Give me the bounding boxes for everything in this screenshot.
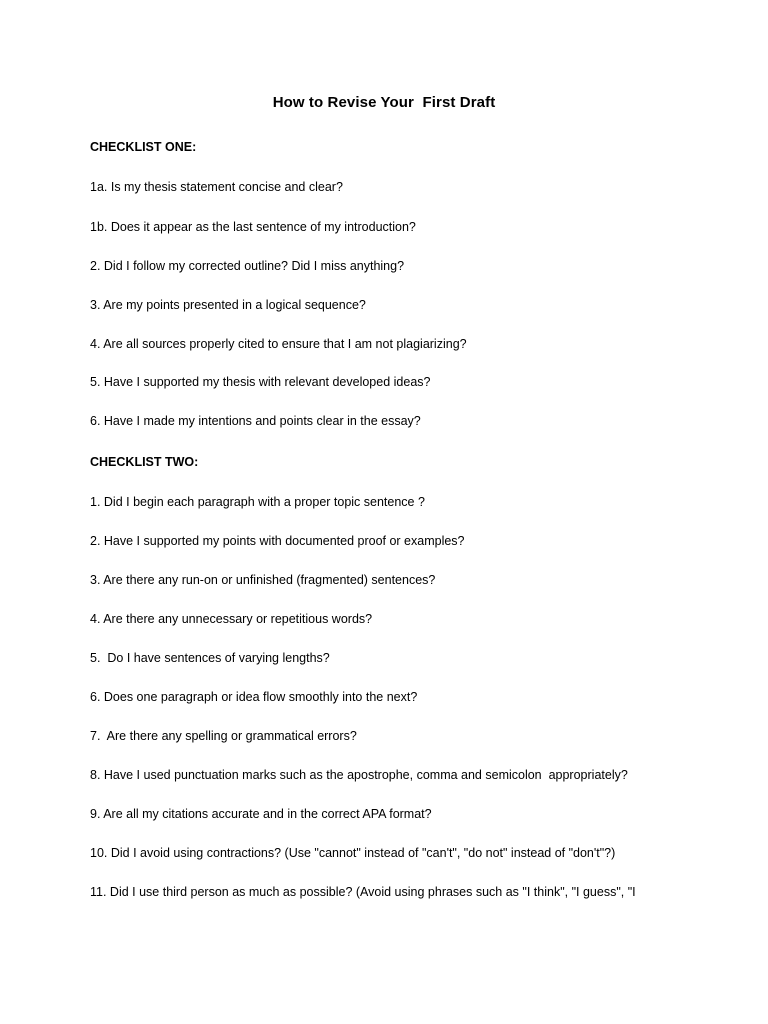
document-title: How to Revise Your First Draft <box>272 94 496 111</box>
checklist-one-heading: CHECKLIST ONE: <box>90 140 197 154</box>
checklist-two-heading: CHECKLIST TWO: <box>90 455 199 469</box>
checklist-two-item-3: 3. Are there any run-on or unfinished (fragmented) sentences? <box>90 573 436 587</box>
checklist-one-item-4: 4. Are all sources properly cited to ensure that I am not plagiarizing? <box>90 337 467 351</box>
checklist-two-item-9: 9. Are all my citations accurate and in the correct APA format? <box>90 807 432 821</box>
checklist-one-item-2: 2. Did I follow my corrected outline? Did I miss anything? <box>90 259 405 273</box>
checklist-two-item-2: 2. Have I supported my points with documented proof or examples? <box>90 534 465 548</box>
checklist-one-item-1b: 1b. Does it appear as the last sentence of my introduction? <box>90 220 416 234</box>
checklist-two-item-8: 8. Have I used punctuation marks such as the apostrophe, comma and semicolon appropriately? <box>90 768 628 782</box>
checklist-two-item-10: 10. Did I avoid using contractions? (Use "cannot" instead of "can't", "do not" instead of "don't"?) <box>90 846 616 860</box>
checklist-one-item-3: 3. Are my points presented in a logical sequence? <box>90 298 366 312</box>
checklist-one-item-1a: 1a. Is my thesis statement concise and clear? <box>90 180 343 194</box>
checklist-one-item-6: 6. Have I made my intentions and points clear in the essay? <box>90 414 421 428</box>
checklist-two-item-11: 11. Did I use third person as much as possible? (Avoid using phrases such as "I think", "I guess", "I <box>90 885 636 899</box>
checklist-one-item-5: 5. Have I supported my thesis with relevant developed ideas? <box>90 375 431 389</box>
checklist-two-item-5: 5. Do I have sentences of varying lengths? <box>90 651 330 665</box>
checklist-two-item-6: 6. Does one paragraph or idea flow smoothly into the next? <box>90 690 418 704</box>
checklist-two-item-7: 7. Are there any spelling or grammatical errors? <box>90 729 357 743</box>
checklist-two-item-1: 1. Did I begin each paragraph with a proper topic sentence ? <box>90 495 425 509</box>
checklist-two-item-4: 4. Are there any unnecessary or repetitious words? <box>90 612 373 626</box>
